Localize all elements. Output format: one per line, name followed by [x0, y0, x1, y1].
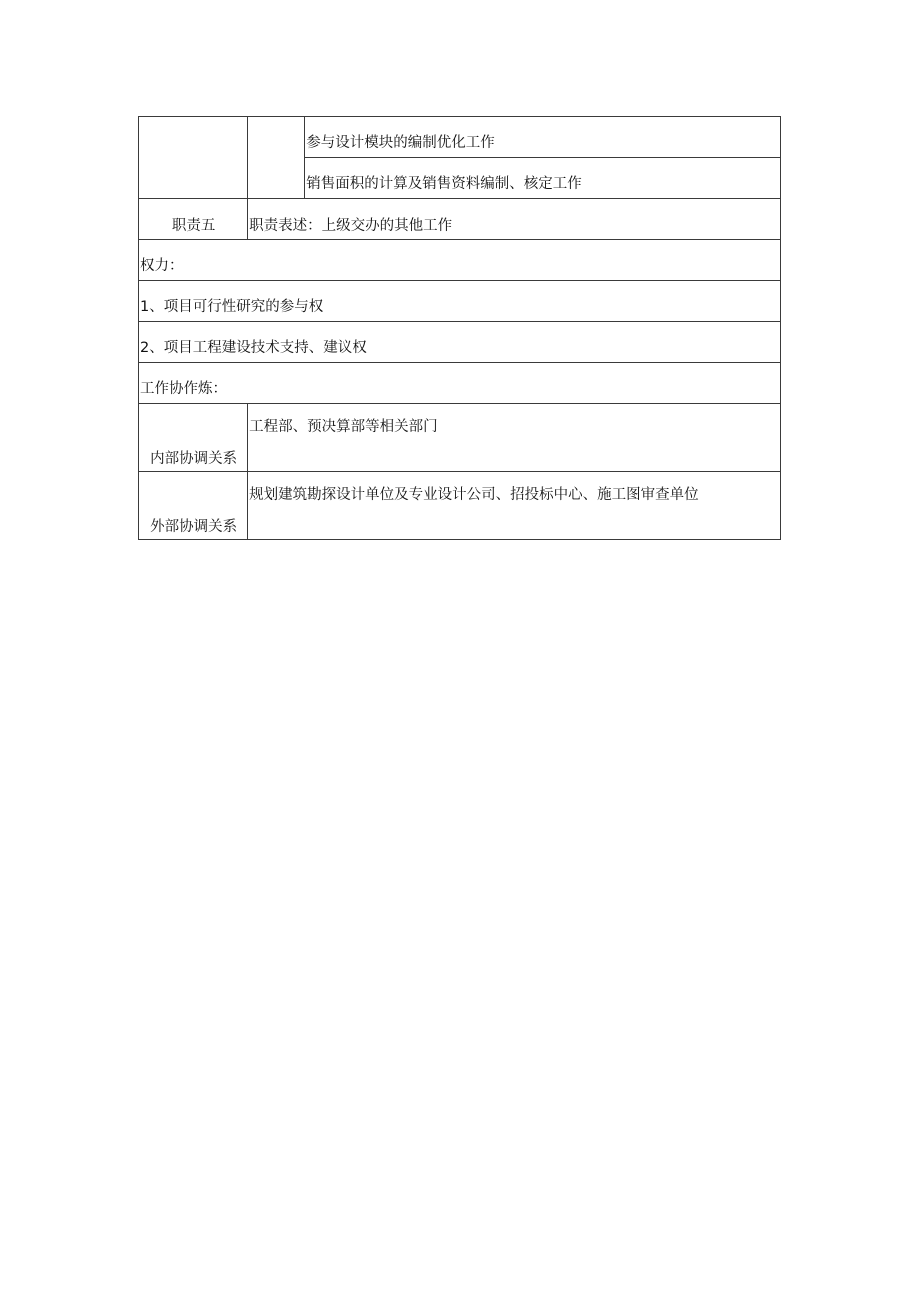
internal-relation-value: 工程部、预决算部等相关部门 [248, 404, 781, 472]
authority-heading: 权力： [139, 240, 781, 281]
table-row [139, 404, 781, 472]
authority-item: 1、项目可行性研究的参与权 [139, 281, 781, 322]
external-relation-label: 外部协调关系 [139, 472, 248, 540]
external-relation-value: 规划建筑勘探设计单位及专业设计公司、招投标中心、施工图审查单位 [248, 472, 781, 540]
job-description-table [138, 116, 781, 540]
empty-cell [248, 117, 305, 199]
table-row [139, 363, 781, 404]
collaboration-heading: 工作协作炼： [139, 363, 781, 404]
duty-description: 职责表述：上级交办的其他工作 [248, 199, 781, 240]
internal-relation-label: 内部协调关系 [139, 404, 248, 472]
table-row [139, 240, 781, 281]
table-row [139, 472, 781, 540]
table-row [139, 281, 781, 322]
table-row [139, 117, 781, 158]
empty-cell [139, 117, 248, 199]
table-row [139, 322, 781, 363]
task-item: 参与设计模块的编制优化工作 [305, 117, 781, 158]
authority-item: 2、项目工程建设技术支持、建议权 [139, 322, 781, 363]
task-item: 销售面积的计算及销售资料编制、核定工作 [305, 158, 781, 199]
duty-label: 职责五 [139, 199, 248, 240]
table-row [139, 199, 781, 240]
